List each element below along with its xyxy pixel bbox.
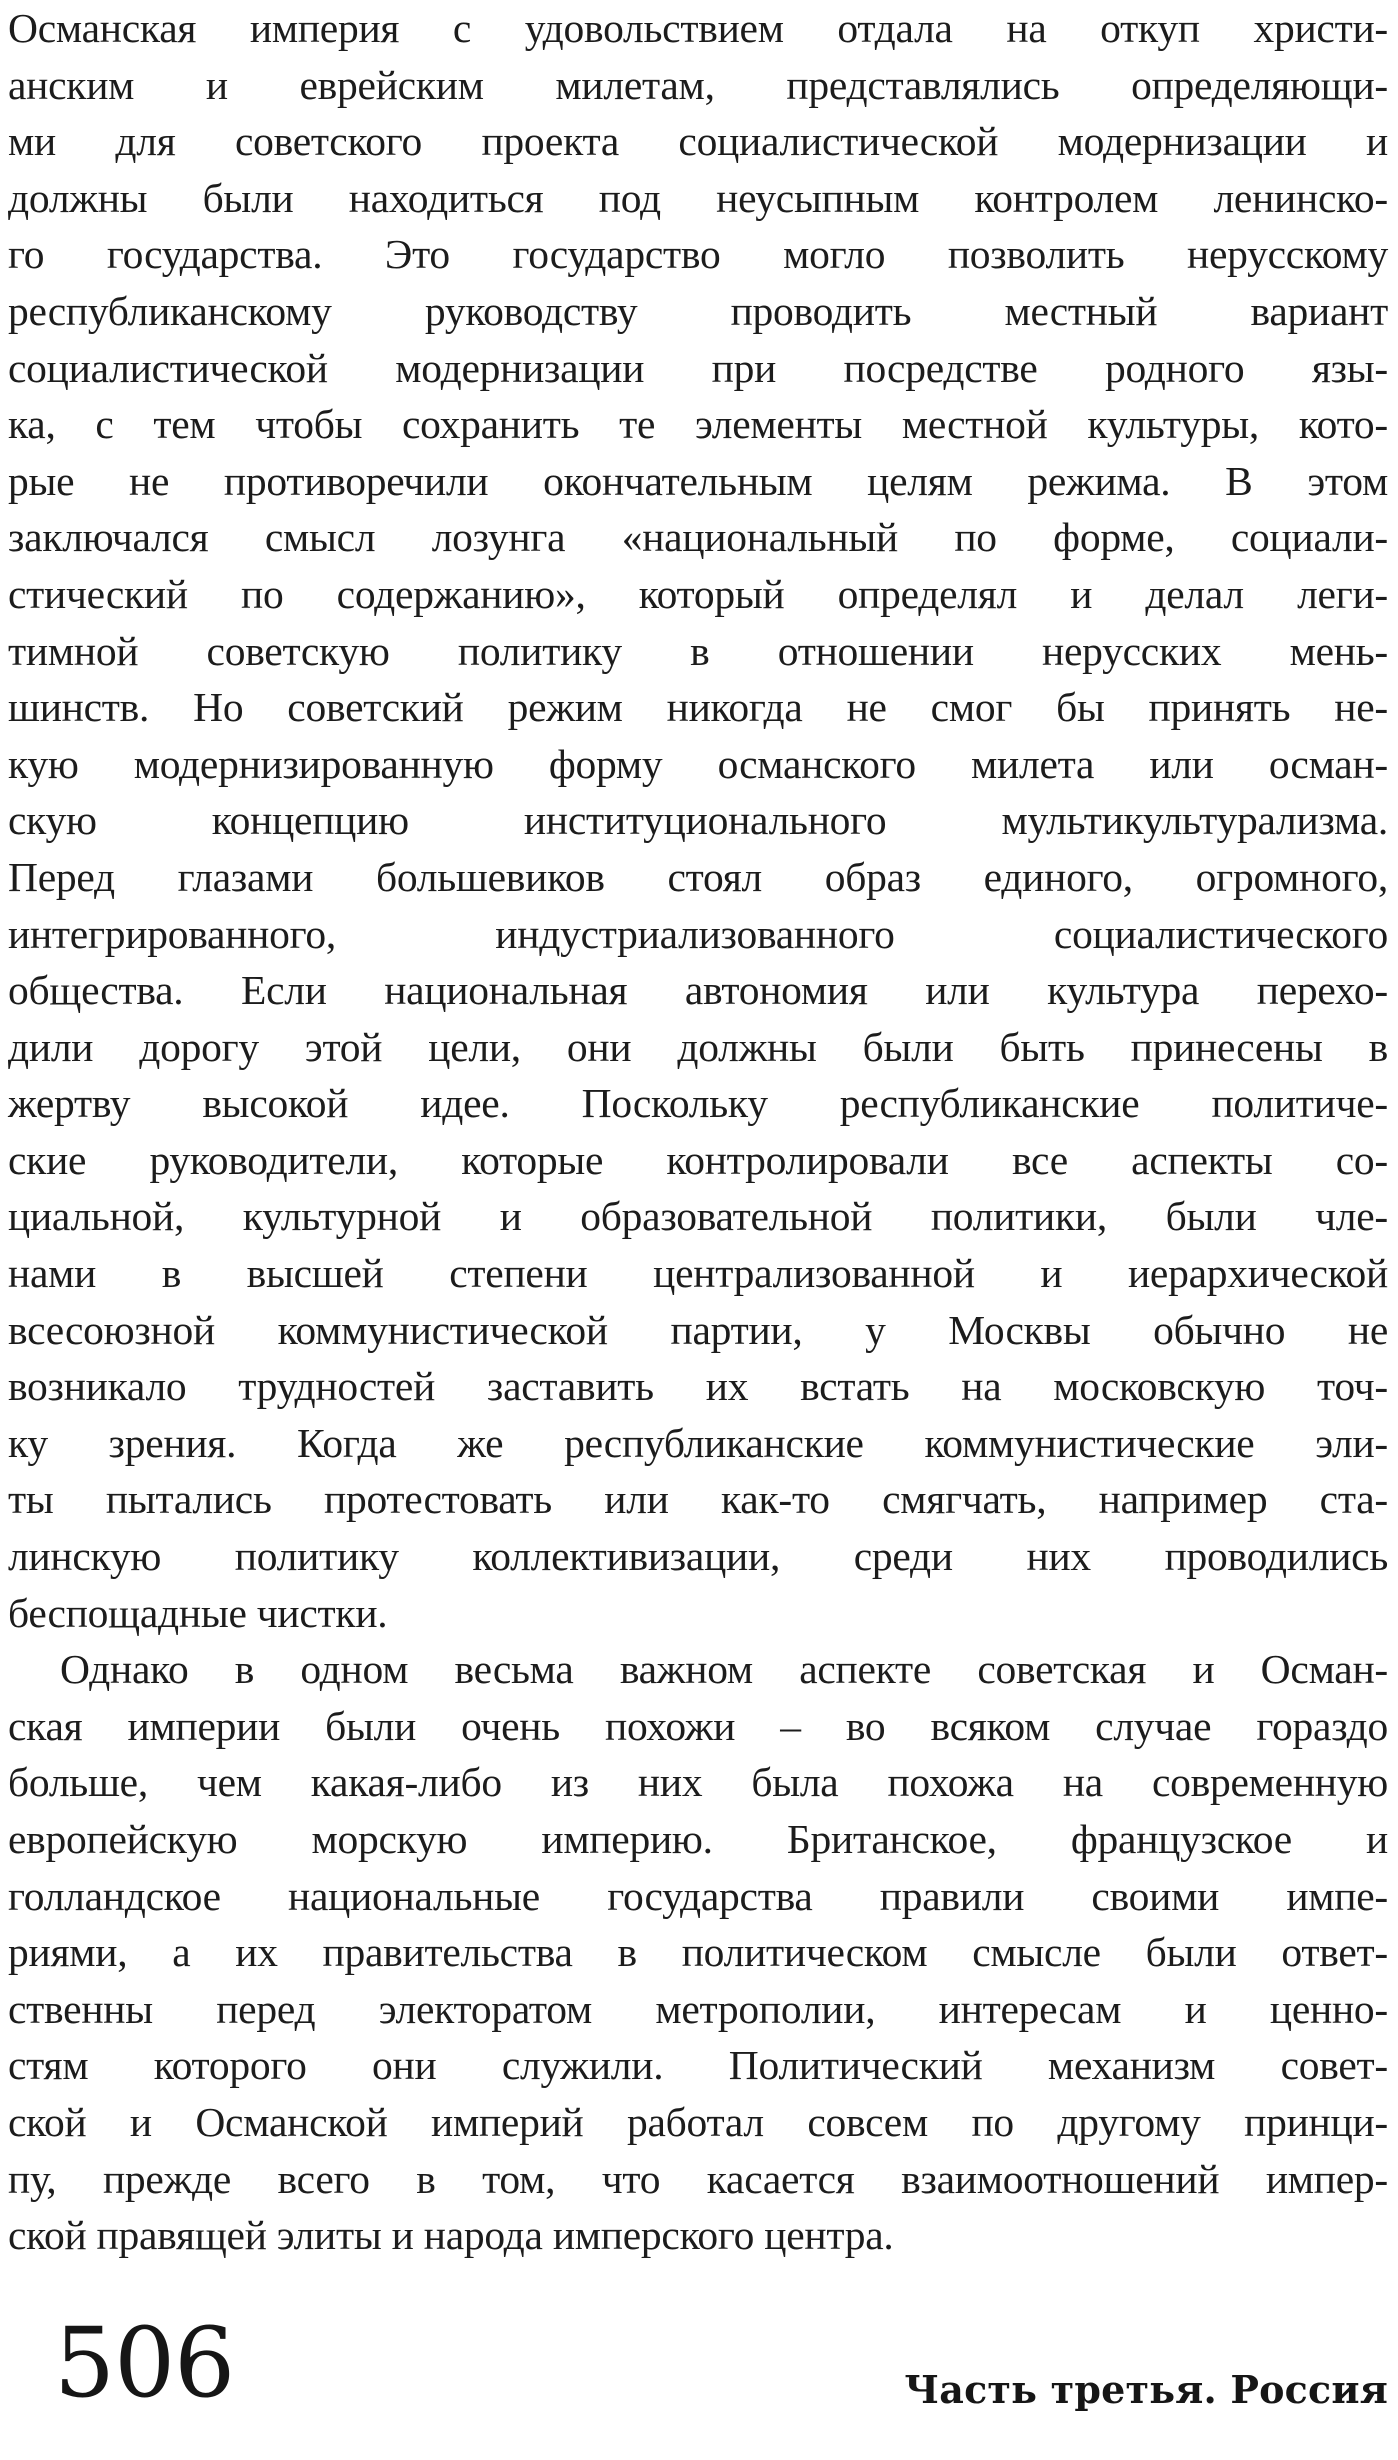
text-line: шинств. Но советский режим никогда не смог бы принять не- <box>8 684 1388 731</box>
paragraph <box>8 1641 1388 2264</box>
text-line: стям которого они служили. Политический механизм совет- <box>8 2042 1388 2089</box>
text-line: Османская империя с удовольствием отдала на откуп христи- <box>8 5 1388 51</box>
text-line: ку зрения. Когда же республиканские коммунистические эли- <box>8 1419 1388 1466</box>
text-line: голландское национальные государства правили своими импе- <box>8 1872 1388 1919</box>
text-line: Перед глазами большевиков стоял образ единого, огромного, <box>8 853 1388 900</box>
text-line: жертву высокой идее. Поскольку республиканские политиче- <box>8 1080 1388 1127</box>
text-line: кую модернизированную форму османского милета или осман- <box>8 740 1388 787</box>
text-line: тимной советскую политику в отношении нерусских мень- <box>8 627 1388 674</box>
text-line: общества. Если национальная автономия или культура перехо- <box>8 967 1388 1014</box>
text-line: нами в высшей степени централизованной и иерархической <box>8 1250 1388 1297</box>
text-line: го государства. Это государство могло позволить нерусскому <box>8 231 1388 278</box>
text-line: больше, чем какая-либо из них была похожа на современную <box>8 1759 1388 1806</box>
page-number: 506 <box>54 2307 235 2419</box>
text-line: пу, прежде всего в том, что касается взаимоотношений импер- <box>8 2155 1388 2202</box>
text-line: ты пытались протестовать или как-то смягчать, например ста- <box>8 1476 1388 1523</box>
running-head: Часть третья. Россия <box>904 2367 1388 2412</box>
text-line: скую концепцию институционального мультикультурализма. <box>8 797 1388 844</box>
text-line: ка, с тем чтобы сохранить те элементы местной культуры, кото- <box>8 401 1388 448</box>
page-body <box>8 0 1388 2264</box>
text-line: европейскую морскую империю. Британское, французское и <box>8 1816 1388 1862</box>
text-line: республиканскому руководству проводить местный вариант <box>8 287 1388 334</box>
text-line: ственны перед электоратом метрополии, интересам и ценно- <box>8 1985 1388 2032</box>
text-line: ской правящей элиты и народа имперского центра. <box>8 2212 894 2259</box>
text-line: заключался смысл лозунга «национальный по форме, социали- <box>8 514 1388 561</box>
text-line: беспощадные чистки. <box>8 1589 388 1636</box>
text-line: рые не противоречили окончательным целям режима. В этом <box>8 457 1388 504</box>
text-line: интегрированного, индустриализованного социалистического <box>8 910 1388 957</box>
text-line: анским и еврейским милетам, представлялись определяющи- <box>8 61 1388 108</box>
text-line: ские руководители, которые контролировали все аспекты со- <box>8 1136 1388 1183</box>
text-line: должны были находиться под неусыпным контролем ленинско- <box>8 174 1388 221</box>
text-line: ская империи были очень похожи – во всяком случае гораздо <box>8 1702 1388 1749</box>
text-line: циальной, культурной и образовательной политики, были чле- <box>8 1193 1388 1240</box>
text-line: линскую политику коллективизации, среди них проводились <box>8 1533 1388 1580</box>
text-line: всесоюзной коммунистической партии, у Москвы обычно не <box>8 1306 1388 1353</box>
text-line: социалистической модернизации при посредстве родного язы- <box>8 344 1388 391</box>
text-line: дили дорогу этой цели, они должны были быть принесены в <box>8 1023 1388 1070</box>
paragraph <box>8 0 1388 1641</box>
text-line: ми для советского проекта социалистической модернизации и <box>8 118 1388 165</box>
text-line: риями, а их правительства в политическом смысле были ответ- <box>8 1929 1388 1976</box>
text-line: ской и Османской империй работал совсем по другому принци- <box>8 2098 1388 2145</box>
text-line: возникало трудностей заставить их встать на московскую точ- <box>8 1363 1388 1410</box>
text-line: Однако в одном весьма важном аспекте советская и Осман- <box>60 1646 1388 1693</box>
text-line: стический по содержанию», который определял и делал леги- <box>8 570 1388 617</box>
